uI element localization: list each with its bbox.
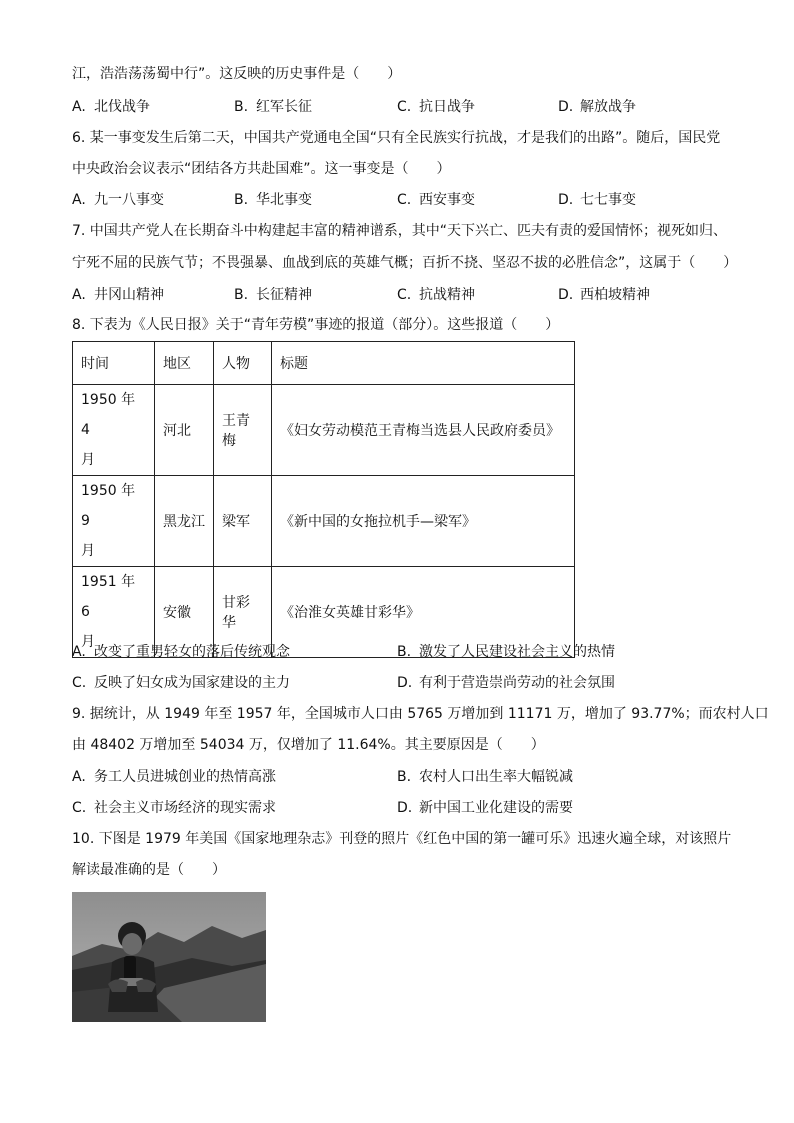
cell-time xyxy=(73,476,155,567)
cell-person: 甘彩华 xyxy=(214,567,272,658)
q9-option-d[interactable] xyxy=(397,798,573,818)
cell-time-part1: 1951 年 6 xyxy=(81,574,136,620)
photo-illustration xyxy=(72,892,266,1022)
option-letter: A. xyxy=(72,192,86,208)
q9-stem-line2: 由 48402 万增加至 54034 万，仅增加了 11.64%。其主要原因是（ ） xyxy=(72,737,545,753)
option-letter: D. xyxy=(397,675,413,691)
option-letter: B. xyxy=(397,769,412,785)
option-letter: D. xyxy=(558,192,574,208)
option-text: 九一八事变 xyxy=(94,192,164,208)
q7-stem-line2: 宁死不屈的民族气节；不畏强暴、血战到底的英雄气概；百折不挠、坚忍不拔的必胜信念”，这属于（ ） xyxy=(72,255,738,271)
option-text: 有利于营造崇尚劳动的社会氛围 xyxy=(419,675,615,691)
cell-time xyxy=(73,385,155,476)
q6-option-a[interactable] xyxy=(72,190,164,210)
option-letter: D. xyxy=(558,99,574,115)
cell-title: 《新中国的女拖拉机手—梁军》 xyxy=(272,476,575,567)
option-text: 激发了人民建设社会主义的热情 xyxy=(419,644,615,660)
table-row xyxy=(73,385,575,476)
table-row xyxy=(73,476,575,567)
cell-title: 《治淮女英雄甘彩华》 xyxy=(272,567,575,658)
q9-option-c[interactable] xyxy=(72,798,276,818)
q6-option-c[interactable] xyxy=(397,190,475,210)
q5-option-b[interactable] xyxy=(234,97,312,117)
q5-option-a[interactable] xyxy=(72,97,150,117)
option-letter: A. xyxy=(72,644,86,660)
option-letter: B. xyxy=(234,99,249,115)
q5-options xyxy=(72,97,732,117)
option-letter: A. xyxy=(72,769,86,785)
q8-stem: 8. 下表为《人民日报》关于“青年劳模”事迹的报道（部分）。这些报道（ ） xyxy=(72,317,560,333)
option-text: 务工人员进城创业的热情高涨 xyxy=(94,769,276,785)
cell-time-part2: 月 xyxy=(81,543,95,559)
cell-time-part2: 月 xyxy=(81,634,95,650)
option-text: 西安事变 xyxy=(419,192,475,208)
cell-region: 黑龙江 xyxy=(155,476,214,567)
option-text: 七七事变 xyxy=(580,192,636,208)
option-letter: C. xyxy=(397,287,412,303)
option-letter: D. xyxy=(558,287,574,303)
cell-person: 梁军 xyxy=(214,476,272,567)
option-letter: C. xyxy=(72,800,87,816)
q6-stem-line1: 6. 某一事变发生后第二天，中国共产党通电全国“只有全民族实行抗战，才是我们的出路”。随后，国民党 xyxy=(72,130,721,146)
q5-stem-tail: 江，浩浩荡荡蜀中行”。这反映的历史事件是（ ） xyxy=(72,66,402,82)
q6-option-d[interactable] xyxy=(558,190,636,210)
q9-option-b[interactable] xyxy=(397,767,573,787)
cell-time-part1: 1950 年 9 xyxy=(81,483,136,529)
q10-stem-line2: 解读最准确的是（ ） xyxy=(72,862,226,878)
coca-cola-boy-photo xyxy=(72,892,266,1022)
q9-option-a[interactable] xyxy=(72,767,276,787)
option-text: 抗战精神 xyxy=(419,287,475,303)
cell-time-part1: 1950 年 4 xyxy=(81,392,136,438)
q8-option-c[interactable] xyxy=(72,673,290,693)
q6-stem-line2: 中央政治会议表示“团结各方共赴国难”。这一事变是（ ） xyxy=(72,161,451,177)
option-text: 农村人口出生率大幅锐减 xyxy=(419,769,573,785)
report-table xyxy=(72,341,575,658)
q8-option-d[interactable] xyxy=(397,673,615,693)
q7-option-d[interactable] xyxy=(558,285,650,305)
col-header-region: 地区 xyxy=(155,342,214,385)
option-letter: A. xyxy=(72,99,86,115)
q9-options-row1 xyxy=(72,767,732,787)
q7-option-a[interactable] xyxy=(72,285,164,305)
cell-time-part2: 月 xyxy=(81,452,95,468)
cell-person: 王青梅 xyxy=(214,385,272,476)
option-text: 改变了重男轻女的落后传统观念 xyxy=(94,644,290,660)
q6-options xyxy=(72,190,732,210)
q5-option-c[interactable] xyxy=(397,97,475,117)
option-letter: B. xyxy=(397,644,412,660)
option-letter: C. xyxy=(397,192,412,208)
col-header-person: 人物 xyxy=(214,342,272,385)
option-letter: A. xyxy=(72,287,86,303)
option-letter: C. xyxy=(397,99,412,115)
cell-region: 河北 xyxy=(155,385,214,476)
option-text: 北伐战争 xyxy=(94,99,150,115)
q7-option-c[interactable] xyxy=(397,285,475,305)
q5-option-d[interactable] xyxy=(558,97,636,117)
option-text: 解放战争 xyxy=(580,99,636,115)
option-text: 红军长征 xyxy=(256,99,312,115)
option-text: 华北事变 xyxy=(256,192,312,208)
q9-options-row2 xyxy=(72,798,732,818)
option-letter: B. xyxy=(234,192,249,208)
option-letter: D. xyxy=(397,800,413,816)
option-text: 社会主义市场经济的现实需求 xyxy=(94,800,276,816)
option-letter: B. xyxy=(234,287,249,303)
cell-title: 《妇女劳动模范王青梅当选县人民政府委员》 xyxy=(272,385,575,476)
q6-option-b[interactable] xyxy=(234,190,312,210)
option-text: 西柏坡精神 xyxy=(580,287,650,303)
q10-stem-line1: 10. 下图是 1979 年美国《国家地理杂志》刊登的照片《红色中国的第一罐可乐》迅速火遍全球，对该照片 xyxy=(72,831,732,847)
table-header-row xyxy=(73,342,575,385)
col-header-time: 时间 xyxy=(73,342,155,385)
q8-option-a[interactable] xyxy=(72,642,290,662)
q7-option-b[interactable] xyxy=(234,285,312,305)
q8-option-b[interactable] xyxy=(397,642,615,662)
option-letter: C. xyxy=(72,675,87,691)
q7-stem-line1: 7. 中国共产党人在长期奋斗中构建起丰富的精神谱系，其中“天下兴亡、匹夫有责的爱国情怀；视死如归、 xyxy=(72,223,728,239)
q7-options xyxy=(72,285,732,305)
option-text: 长征精神 xyxy=(256,287,312,303)
option-text: 新中国工业化建设的需要 xyxy=(419,800,573,816)
col-header-title: 标题 xyxy=(272,342,575,385)
option-text: 反映了妇女成为国家建设的主力 xyxy=(94,675,290,691)
option-text: 抗日战争 xyxy=(419,99,475,115)
q8-options-row2 xyxy=(72,673,732,693)
q8-options-row1 xyxy=(72,642,732,662)
q9-stem-line1: 9. 据统计，从 1949 年至 1957 年，全国城市人口由 5765 万增加到 11171 万，增加了 93.77%；而农村人口 xyxy=(72,706,769,722)
cell-region: 安徽 xyxy=(155,567,214,658)
option-text: 井冈山精神 xyxy=(94,287,164,303)
